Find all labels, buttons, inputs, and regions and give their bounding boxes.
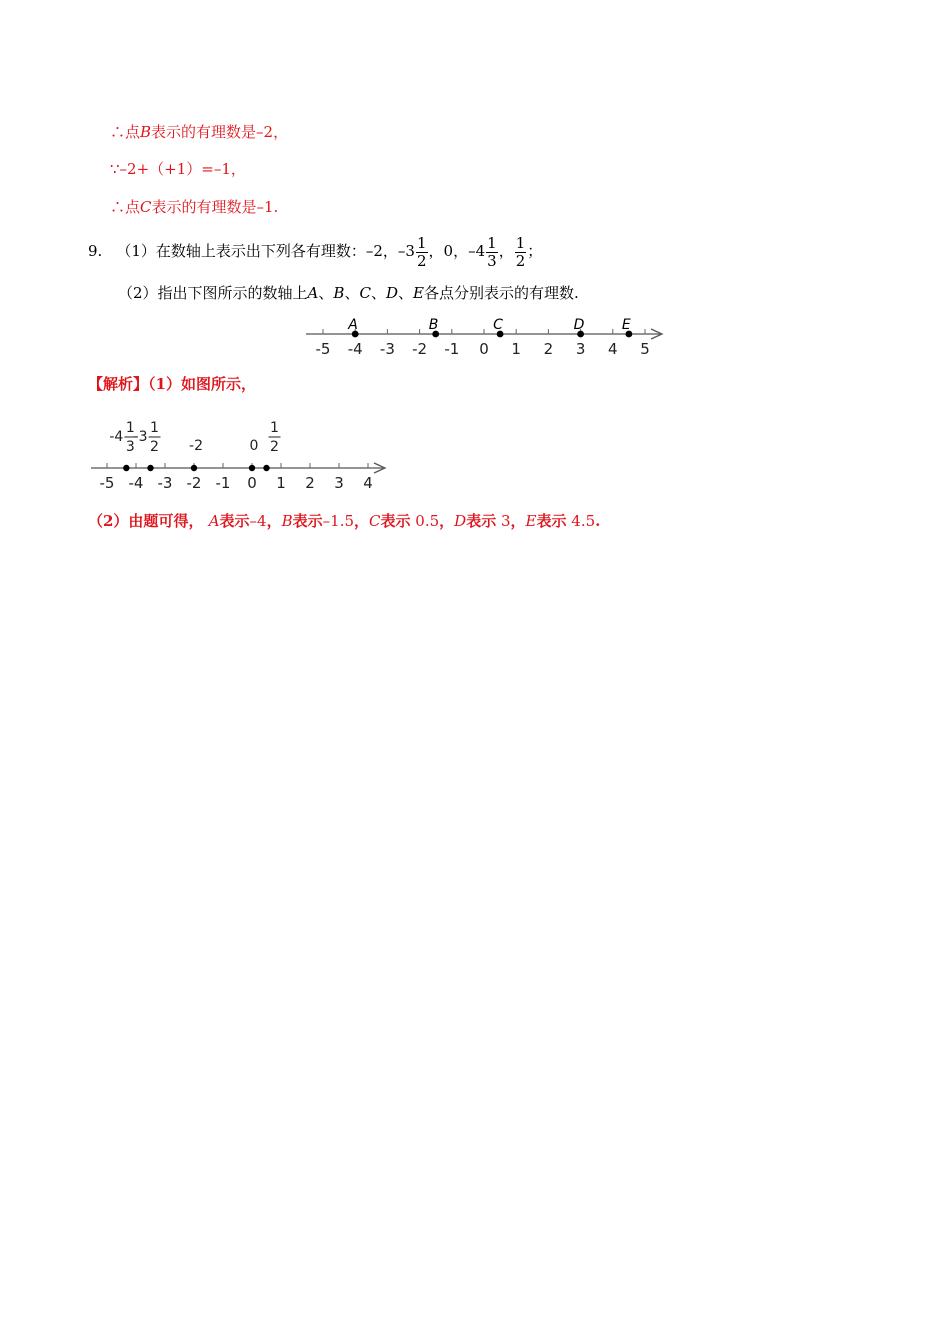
point-joiner: 、 xyxy=(344,284,360,302)
point-name: D xyxy=(385,284,398,302)
axis-point-label: A xyxy=(348,317,358,333)
fraction-numerator: 1 xyxy=(515,233,526,252)
question-part1-label: （1）在数轴上表示出下列各有理数： xyxy=(116,242,366,260)
question-number: 9. xyxy=(88,242,103,260)
question-part2-prefix: （2）指出下图所示的数轴上 xyxy=(118,284,308,302)
answer-verb: 表示 xyxy=(380,512,411,530)
answer-var: C xyxy=(369,512,381,530)
tick-label: 2 xyxy=(543,340,554,358)
answer-verb: 表示 xyxy=(219,512,250,530)
tick-label: -5 xyxy=(315,340,331,358)
prev-line-3 xyxy=(110,197,278,217)
tick-label: 2 xyxy=(305,474,315,492)
point-label-whole: -4 xyxy=(109,429,124,445)
fraction-numerator: 1 xyxy=(487,233,497,252)
point-label-denominator: 3 xyxy=(125,439,135,455)
solution-tag: 【解析】 xyxy=(88,375,149,393)
question-number-line xyxy=(300,312,680,362)
tick-label: -1 xyxy=(444,340,460,358)
axis-point xyxy=(147,465,153,471)
answer-value: –4 xyxy=(249,512,267,530)
answer-verb: 表示 xyxy=(466,512,497,530)
axis-point xyxy=(123,465,129,471)
prev-line-2: ∵–2+（+1）=–1， xyxy=(110,160,246,178)
point-name: E xyxy=(413,284,424,302)
solution-part1: （1）如图所示， xyxy=(148,375,256,393)
point-name: B xyxy=(333,284,345,302)
answer-value: 0.5 xyxy=(410,512,440,530)
point-label: -2 xyxy=(189,438,203,454)
number-item: 0 xyxy=(443,242,454,260)
solution-part2-intro: （2）由题可得， xyxy=(88,512,204,530)
axis-point-label: E xyxy=(621,317,631,333)
solution-part2 xyxy=(88,511,600,531)
prev-line-1-prefix: ∴点 xyxy=(110,123,141,141)
tick-label: 0 xyxy=(247,474,257,492)
point-name: A xyxy=(307,284,319,302)
tick-label: -4 xyxy=(128,474,144,492)
solution-heading xyxy=(88,374,256,394)
answer-verb: 表示 xyxy=(536,512,567,530)
question-part2-points xyxy=(308,284,424,302)
mixed-number-whole: –4 xyxy=(468,242,486,260)
point-joiner: 、 xyxy=(370,284,386,302)
answer-var: A xyxy=(208,512,220,530)
prev-line-3-suffix: 表示的有理数是–1. xyxy=(151,198,279,216)
point-label: 0 xyxy=(249,438,259,454)
tick-label: -1 xyxy=(215,474,231,492)
point-label-denominator: 2 xyxy=(270,439,279,455)
tick-label: -3 xyxy=(157,474,173,492)
fraction-denominator: 2 xyxy=(515,251,526,270)
answer-var: D xyxy=(454,512,467,530)
tick-label: 1 xyxy=(276,474,286,492)
tick-label: 3 xyxy=(575,340,586,358)
answer-separator: ， xyxy=(510,512,526,530)
separator: ， xyxy=(382,242,398,260)
prev-line-3-var: C xyxy=(140,198,152,216)
separator: ， xyxy=(498,242,514,260)
answer-verb: 表示 xyxy=(292,512,323,530)
axis-point xyxy=(249,465,255,471)
prev-line-3-prefix: ∴点 xyxy=(110,198,141,216)
axis-point-label: B xyxy=(428,317,439,333)
question-9-part-1 xyxy=(88,231,542,271)
answer-value: 3 xyxy=(496,512,511,530)
tick-label: 4 xyxy=(608,340,618,358)
point-joiner: 、 xyxy=(397,284,413,302)
mixed-number-whole: –3 xyxy=(397,242,415,260)
answer-separator: ， xyxy=(266,512,282,530)
question-9-part-2 xyxy=(118,283,579,303)
point-label-numerator: 1 xyxy=(270,420,279,436)
axis-point xyxy=(263,465,269,471)
point-label-denominator: 2 xyxy=(150,439,159,455)
question-part2-suffix: 各点分别表示的有理数. xyxy=(423,284,579,302)
answer-separator: ， xyxy=(354,512,370,530)
tick-label: -4 xyxy=(347,340,363,358)
question-part1-items xyxy=(365,233,543,270)
fraction-denominator: 3 xyxy=(487,251,497,270)
fraction xyxy=(486,235,498,270)
answer-value: –1.5 xyxy=(322,512,355,530)
fraction xyxy=(515,235,527,270)
separator: ； xyxy=(527,242,543,260)
tick-label: -2 xyxy=(412,340,428,358)
point-label-numerator: 1 xyxy=(150,420,159,436)
separator: ， xyxy=(428,242,444,260)
solution-number-line xyxy=(85,412,395,492)
point-joiner: 、 xyxy=(318,284,334,302)
point-label-whole: -3 xyxy=(133,429,148,445)
axis-point-label: C xyxy=(493,317,503,333)
tick-label: 4 xyxy=(363,474,373,492)
answer-separator: . xyxy=(595,512,601,530)
tick-label: 5 xyxy=(640,340,650,358)
fraction xyxy=(416,235,428,270)
axis-point xyxy=(191,465,197,471)
tick-label: 3 xyxy=(334,474,344,492)
point-label-numerator: 1 xyxy=(125,420,135,436)
tick-label: -5 xyxy=(99,474,115,492)
tick-label: -3 xyxy=(379,340,395,358)
fraction-denominator: 2 xyxy=(416,251,427,270)
separator: ， xyxy=(453,242,469,260)
answer-separator: ， xyxy=(439,512,455,530)
answer-var: E xyxy=(525,512,537,530)
prev-line-1 xyxy=(110,122,288,142)
prev-line-1-var: B xyxy=(140,123,152,141)
fraction-numerator: 1 xyxy=(416,233,427,252)
answer-var: B xyxy=(281,512,293,530)
tick-label: 1 xyxy=(511,340,521,358)
tick-label: 0 xyxy=(479,340,489,358)
prev-line-1-suffix: 表示的有理数是–2， xyxy=(151,123,289,141)
number-item: –2 xyxy=(365,242,383,260)
tick-label: -2 xyxy=(186,474,202,492)
point-name: C xyxy=(359,284,371,302)
answer-value: 4.5 xyxy=(566,512,596,530)
axis-point-label: D xyxy=(573,317,585,333)
